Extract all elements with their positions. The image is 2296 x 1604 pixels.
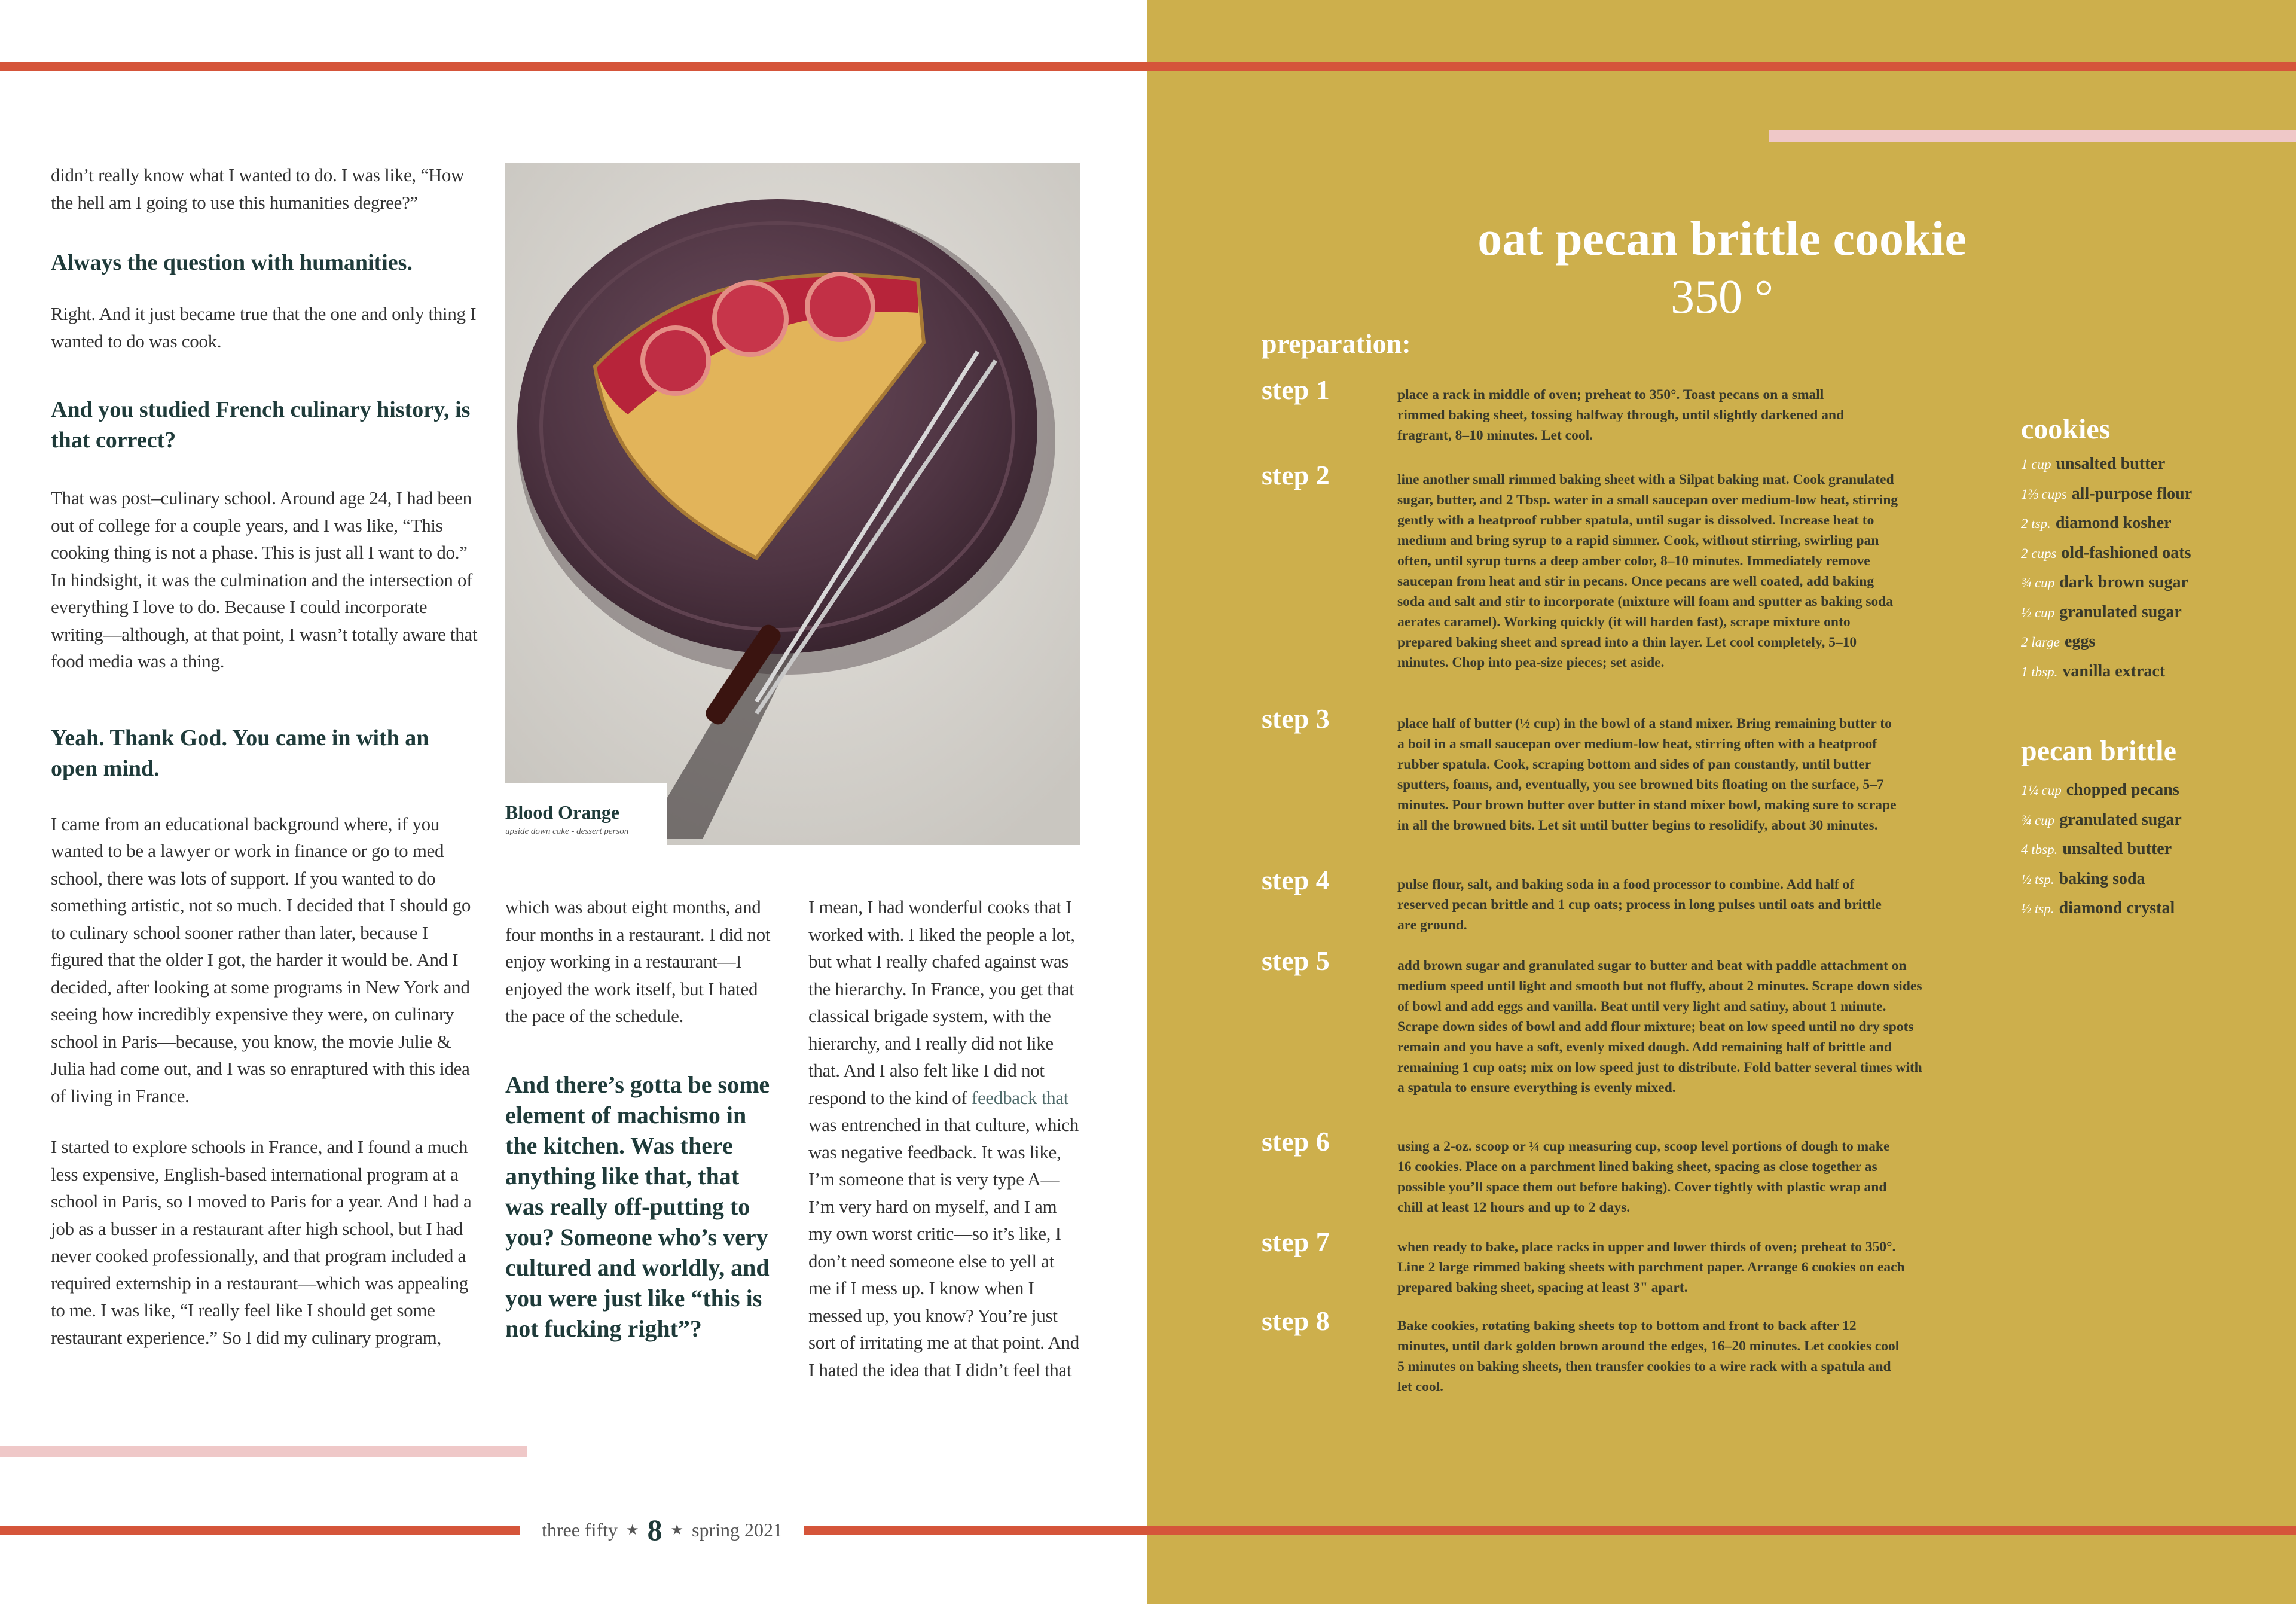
paragraph: Right. And it just became true that the one and only thing I wanted to do was cook.: [51, 303, 477, 352]
ingredient-qty: 1 cup: [2021, 457, 2051, 472]
ingredient-name: granulated sugar: [2059, 810, 2182, 829]
ingredient-item: [2021, 603, 2182, 622]
star-icon: ★: [626, 1522, 639, 1538]
ingredient-qty: 4 tbsp.: [2021, 842, 2058, 857]
ingredient-qty: 1⅔ cups: [2021, 487, 2067, 502]
ingredient-qty: ¾ cup: [2021, 813, 2055, 828]
step-text: place a rack in middle of oven; preheat to 350°. Toast pecans on a small rimmed baking sheet, tossing halfway through, until slightly darkened and fragrant, 8–10 minutes. Let cool.: [1397, 387, 1845, 443]
pecan-brittle-heading: pecan brittle: [2021, 735, 2176, 767]
ingredient-item: [2021, 632, 2095, 651]
article-column-3: [808, 894, 1080, 1383]
top-pink-accent: [1769, 130, 2296, 142]
paragraph: [808, 894, 1080, 1383]
ingredient-name: eggs: [2064, 632, 2096, 651]
footer-rule-left: [0, 1526, 520, 1535]
step-label: step 2: [1262, 460, 1330, 490]
interview-question: Yeah. Thank God. You came in with an open mind.: [51, 725, 429, 781]
issue-date: spring 2021: [692, 1518, 783, 1541]
interview-question: And there’s gotta be some element of machismo in the kitchen. Was there anything like that, that was really off-putting to you? Someone who’s very cultured and worldly, and you were just like “this is not fucking right”?: [505, 1071, 770, 1342]
step-label: step 4: [1262, 865, 1330, 895]
ingredient-name: unsalted butter: [2062, 840, 2172, 858]
paragraph: I came from an educational background where, if you wanted to be a lawyer or work in finance or go to med school, there was lots of support. If you wanted to do something artistic, not so much. I decided that I should go to culinary school sooner rather than later, because I figured that the older I got, the harder it would be. And I decided, after looking at some programs in New York and seeing how incredibly expensive they were, on culinary school in Paris—because, you know, the movie Julie & Julia had come out, and I was so enraptured with this idea of living in France.: [51, 813, 471, 1106]
preparation-heading: preparation:: [1262, 328, 1411, 359]
ingredient-qty: ¾ cup: [2021, 575, 2055, 590]
ingredient-item: [2021, 455, 2165, 474]
step-text: Bake cookies, rotating baking sheets top to bottom and front to back after 12 minutes, until dark golden brown around the edges, 16–20 minutes. Let cookies cool 5 minutes on baking sheets, then transfer cookies to a wire rack with a spatula and let cool.: [1397, 1318, 1900, 1395]
step-text: place half of butter (½ cup) in the bowl of a stand mixer. Bring remaining butter to a boil in a small saucepan over medium-low heat, stirring often with a heatproof rubber spatula. Cook, scraping bottom and sides of pan constantly, until butter sputters, foams, and, eventually, you see browned bits floating on the surface, 5–7 minutes. Pour brown butter over butter in stand mixer bowl, making sure to scrape in all the browned bits. Let sit until butter begins to resolidify, about 30 minutes.: [1397, 716, 1897, 833]
step-label: step 8: [1262, 1306, 1330, 1336]
paragraph-text: I mean, I had wonderful cooks that I worked with. I liked the people a lot, but what I really chafed against was the hierarchy. In France, you get that classical brigade system, with the hierarchy, and I really did not like that. And I also felt like I did not respond to the kind of: [808, 896, 1075, 1108]
ingredient-name: granulated sugar: [2059, 603, 2182, 621]
paragraph: didn’t really know what I wanted to do. I was like, “How the hell am I going to use this humanities degree?”: [51, 164, 465, 213]
footer-rule-right: [804, 1526, 2296, 1535]
step-label: step 7: [1262, 1227, 1330, 1257]
ingredient-item: [2021, 899, 2175, 918]
paragraph: which was about eight months, and four months in a restaurant. I did not enjoy working in a restaurant—I enjoyed the work itself, but I hated the pace of the schedule.: [505, 896, 771, 1026]
ingredient-name: old-fashioned oats: [2061, 544, 2191, 562]
ingredient-qty: 1 tbsp.: [2021, 664, 2058, 679]
ingredient-item: [2021, 573, 2188, 592]
feedback-link[interactable]: feedback that: [971, 1087, 1069, 1108]
ingredient-name: dark brown sugar: [2059, 573, 2188, 591]
step-label: step 3: [1262, 703, 1330, 734]
blood-orange-cake-photo: [505, 163, 1080, 845]
step-label: step 1: [1262, 374, 1330, 405]
ingredient-qty: 1¼ cup: [2021, 783, 2062, 798]
ingredient-name: diamond kosher: [2055, 514, 2172, 532]
ingredient-qty: 2 large: [2021, 635, 2060, 649]
step-label: step 6: [1262, 1126, 1330, 1157]
step-label: step 5: [1262, 946, 1330, 976]
page-footer: [520, 1513, 804, 1547]
caption-title: Blood Orange: [505, 801, 620, 823]
ingredient-item: [2021, 484, 2192, 504]
interview-question: Always the question with humanities.: [51, 250, 413, 275]
ingredient-qty: 2 tsp.: [2021, 516, 2051, 531]
article-column-1: [51, 161, 478, 1351]
ingredient-item: [2021, 870, 2145, 889]
interview-question: And you studied French culinary history, is that correct?: [51, 397, 471, 453]
ingredient-qty: ½ tsp.: [2021, 901, 2054, 916]
step-text: add brown sugar and granulated sugar to butter and beat with paddle attachment on medium speed until light and smooth but not fluffy, about 2 minutes. Scrape down sides of bowl and add eggs and vanilla. Beat until very light and satiny, about 1 minute. Scrape down sides of bowl and add flour mixture; beat on low speed until no dry spots remain and you have a soft, evenly mixed dough. Add remaining half of brittle and remaining 1 cup oats; mix on low speed just to distribute. Fold batter several times with a spatula to ensure everything is evenly mixed.: [1397, 958, 1922, 1096]
magazine-name: three fifty: [541, 1518, 618, 1541]
star-icon: ★: [670, 1522, 684, 1538]
ingredient-qty: ½ cup: [2021, 605, 2055, 620]
ingredient-item: [2021, 544, 2191, 563]
ingredient-name: unsalted butter: [2056, 455, 2166, 473]
step-text: pulse flour, salt, and baking soda in a food processor to combine. Add half of reserved pecan brittle and 1 cup oats; process in long pulses until oats and brittle are ground.: [1397, 877, 1882, 933]
paragraph: That was post–culinary school. Around age 24, I had been out of college for a couple years, and I was like, “This cooking thing is not a phase. This is just all I want to do.” In hindsight, it was the culmination and the intersection of everything I love to do. Because I could incorporate writing—although, at that point, I wasn’t totally aware that food media was a thing.: [51, 487, 478, 672]
recipe-title: oat pecan brittle cookie: [1477, 211, 1967, 266]
top-rule: [0, 62, 2296, 71]
article-column-2: [505, 894, 771, 1344]
ingredient-item: [2021, 840, 2172, 859]
ingredient-name: chopped pecans: [2066, 780, 2179, 799]
ingredient-item: [2021, 780, 2179, 800]
photo-caption: [505, 783, 667, 845]
caption-subtitle: upside down cake - dessert person: [505, 827, 629, 836]
ingredient-name: vanilla extract: [2062, 662, 2166, 681]
step-text: when ready to bake, place racks in upper and lower thirds of oven; preheat to 350°. Line 2 large rimmed baking sheets with parchment paper. Arrange 6 cookies on each prepared baking sheet, spacing at least 3" apart.: [1397, 1239, 1905, 1295]
ingredient-item: [2021, 514, 2172, 533]
ingredient-item: [2021, 662, 2165, 681]
oven-temperature: 350 °: [1671, 271, 1773, 324]
step-text: using a 2-oz. scoop or ¼ cup measuring cup, scoop level portions of dough to make 16 cookies. Place on a parchment lined baking sheet, spacing as close together as possible you’ll space them out before baking). Cover tightly with plastic wrap and chill at least 12 hours and up to 2 days.: [1397, 1139, 1890, 1215]
ingredient-name: diamond crystal: [2059, 899, 2175, 917]
cake-illustration: [505, 163, 1080, 845]
paragraph-text: was entrenched in that culture, which was negative feedback. It was like, I’m someone that is very type A—I’m very hard on myself, and I am my own worst critic—so it’s like, I don’t need someone else to yell at me if I mess up. I know when I messed up, you know? You’re just sort of irritating me at that point. And I hated the idea that I didn’t feel that: [808, 1114, 1079, 1380]
cookies-heading: cookies: [2021, 413, 2111, 445]
step-text: line another small rimmed baking sheet with a Silpat baking mat. Cook granulated sugar, butter, and 2 Tbsp. water in a small saucepan over medium-low heat, stirring gently with a heatproof rubber spatula, until sugar is dissolved. Increase heat to medium and bring syrup to a rapid simmer. Cook, without stirring, swirling pan often, until syrup turns a deep amber color, 8–10 minutes. Immediately remove saucepan from heat and stir in pecans. Once pecans are well coated, add baking soda and salt and stir to incorporate (mixture will foam and sputter as baking soda aerates caramel). Working quickly (it will harden fast), scrape mixture onto prepared baking sheet and spread into a thin layer. Let cool completely, 5–10 minutes. Chop into pea-size pieces; set aside.: [1397, 472, 1898, 670]
ingredient-name: baking soda: [2059, 870, 2145, 888]
paragraph: I started to explore schools in France, and I found a much less expensive, English-based international program at a school in Paris, so I moved to Paris for a year. And I had a job as a busser in a restaurant after high school, but I had never cooked professionally, and that program included a required externship in a restaurant—which was appealing to me. I was like, “I really feel like I should get some restaurant experience.” So I did my culinary program,: [51, 1136, 472, 1348]
ingredient-qty: 2 cups: [2021, 546, 2057, 561]
ingredient-qty: ½ tsp.: [2021, 872, 2054, 887]
ingredient-name: all-purpose flour: [2071, 484, 2193, 503]
ingredient-item: [2021, 810, 2182, 830]
page-number: 8: [647, 1513, 662, 1547]
bottom-pink-accent: [0, 1446, 527, 1457]
